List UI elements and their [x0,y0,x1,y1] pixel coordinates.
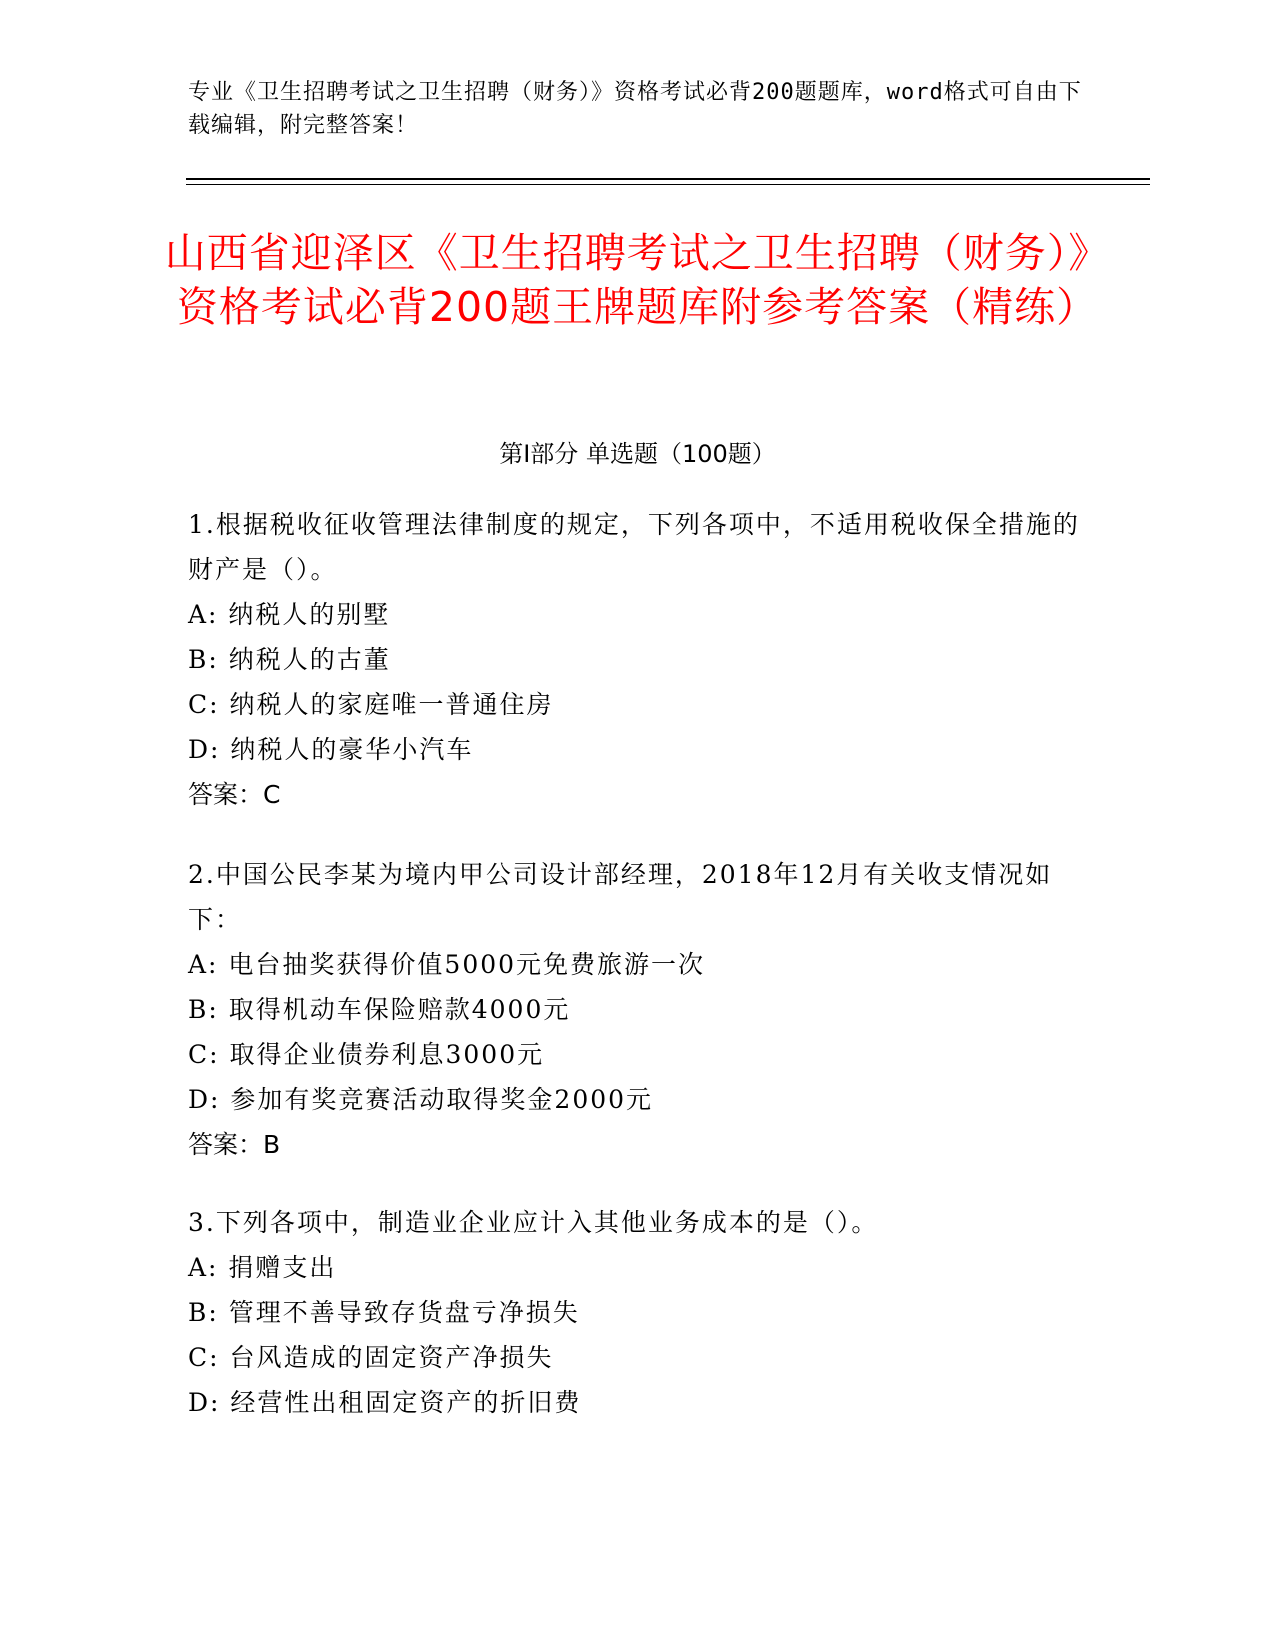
option-a: A: 捐赠支出 [188,1253,337,1282]
question-stem: 3.下列各项中，制造业企业应计入其他业务成本的是（）。 [188,1208,879,1237]
option-b: B: 纳税人的古董 [188,645,391,674]
answer: 答案：C [188,780,281,809]
option-c: C: 取得企业债券利息3000元 [188,1040,545,1069]
header-rule-thin [186,184,1150,185]
option-d: D: 纳税人的豪华小汽车 [188,735,474,764]
question-1 [188,502,1088,817]
header-rule-thick [186,178,1150,180]
answer: 答案：B [188,1130,281,1159]
header-note: 专业《卫生招聘考试之卫生招聘（财务）》资格考试必背200题题库，word格式可自由下载编辑，附完整答案！ [188,80,1082,138]
option-c: C: 纳税人的家庭唯一普通住房 [188,690,554,719]
question-stem: 1.根据税收征收管理法律制度的规定，下列各项中，不适用税收保全措施的财产是（）。 [188,510,1080,584]
question-3 [188,1200,1088,1425]
option-b: B: 管理不善导致存货盘亏净损失 [188,1298,580,1327]
option-c: C: 台风造成的固定资产净损失 [188,1343,554,1372]
document-title: 山西省迎泽区《卫生招聘考试之卫生招聘（财务）》资格考试必背200题王牌题库附参考答案（精练） [164,229,1111,331]
option-a: A: 电台抽奖获得价值5000元免费旅游一次 [188,950,706,979]
option-b: B: 取得机动车保险赔款4000元 [188,995,571,1024]
question-2 [188,852,1088,1167]
section-title: 第Ⅰ部分 单选题（100题） [499,440,776,468]
question-stem: 2.中国公民李某为境内甲公司设计部经理，2018年12月有关收支情况如下： [188,860,1053,934]
option-d: D: 经营性出租固定资产的折旧费 [188,1388,582,1417]
option-d: D: 参加有奖竞赛活动取得奖金2000元 [188,1085,654,1114]
option-a: A: 纳税人的别墅 [188,600,391,629]
